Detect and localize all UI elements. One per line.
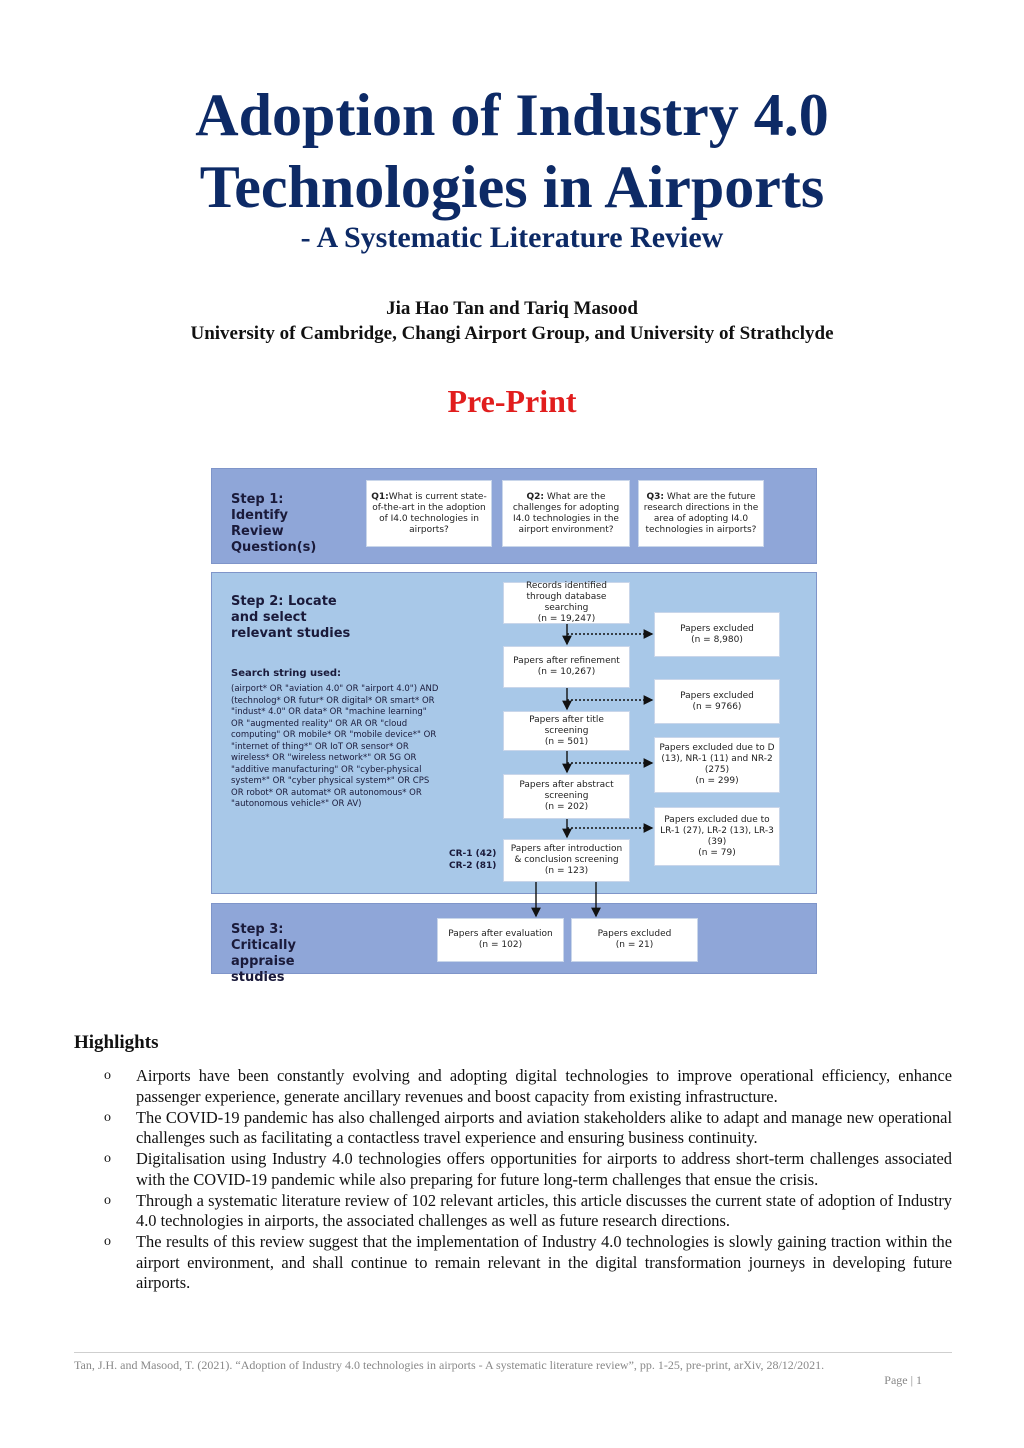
footer-divider	[74, 1352, 952, 1353]
final-count: (n = 102)	[478, 940, 523, 950]
excluded-count: (n = 8,980)	[691, 634, 743, 645]
bullet-icon: o	[104, 1068, 111, 1083]
step2-title: Step 2: Locate and select relevant studies	[231, 594, 351, 641]
highlight-text: Through a systematic literature review of 102 relevant articles, this article discusses the current state of adoption of Industry 4.0 technologies in airports, the associated challenges as well as future research directions.	[136, 1190, 952, 1230]
prisma-flowchart	[211, 468, 817, 985]
cr1-count: CR-1 (42)	[449, 849, 497, 859]
preprint-label: Pre-Print	[447, 383, 577, 419]
flow-count: (n = 10,267)	[537, 667, 596, 677]
question-label: Q1:	[371, 491, 389, 502]
search-string: (airport* OR "aviation 4.0" OR "airport 4.0") AND (technolog* OR futur* OR digital* OR smart* OR "indust* 4.0" OR data* OR "machine learning" OR "augmented reality" OR AR OR "cloud computing" OR mobile* OR "mobile device*" OR "internet of thing*" OR IoT OR sensor* OR wireless* OR "wireless network*" OR 5G OR "additive manufacturing" OR "cyber-physical system*" OR "cyber physical system*" OR CPS OR robot* OR automat* OR autonomous* OR "autonomous vehicle*" OR AV)	[231, 684, 439, 809]
step3-title: Step 3: Critically appraise studies	[231, 922, 296, 985]
title-line-2: Technologies in Airports	[199, 154, 825, 220]
author-block	[0, 296, 1024, 346]
highlight-text: Digitalisation using Industry 4.0 technologies offers opportunities for airports to address short-term challenges associated with the COVID-19 pandemic while also preparing for future long-term challenges that ensue the crisis.	[136, 1149, 952, 1189]
flow-count: (n = 123)	[544, 866, 589, 876]
excluded-count: (n = 9766)	[692, 701, 742, 712]
excluded-text: Papers excluded	[680, 690, 754, 701]
footer-citation: Tan, J.H. and Masood, T. (2021). “Adoption of Industry 4.0 technologies in airports - A systematic literature review”, pp. 1-25, pre-print, arXiv, 28/12/2021.	[74, 1358, 825, 1372]
title-line-1: Adoption of Industry 4.0	[195, 82, 829, 148]
question-label: Q2:	[526, 491, 544, 502]
flow-text: Papers after abstract screening	[519, 780, 614, 801]
flow-count: (n = 19,247)	[537, 614, 596, 624]
question-label: Q3:	[646, 491, 664, 502]
list-item	[100, 1232, 952, 1294]
authors: Jia Hao Tan and Tariq Masood	[386, 298, 638, 319]
bullet-icon: o	[104, 1192, 111, 1208]
list-item	[100, 1191, 952, 1232]
highlights-list	[100, 1066, 952, 1294]
highlights-heading: Highlights	[74, 1032, 159, 1053]
excluded-text: Papers excluded due to LR-1 (27), LR-2 (13), LR-3 (39)	[660, 814, 774, 847]
bullet-icon: o	[104, 1234, 111, 1249]
page-number: Page | 1	[884, 1373, 922, 1387]
final-text: Papers excluded	[597, 929, 672, 939]
bullet-icon: o	[104, 1151, 111, 1166]
excluded-count: (n = 79)	[698, 847, 736, 858]
flow-count: (n = 202)	[544, 802, 589, 812]
highlight-text: Airports have been constantly evolving and adopting digital technologies to improve operational efficiency, enhance passenger experience, generate ancillary revenues and boost capacity from existing infrastructure.	[136, 1066, 952, 1106]
list-item	[100, 1108, 952, 1149]
cr2-count: CR-2 (81)	[449, 861, 497, 871]
flow-text: Papers after title screening	[529, 714, 604, 736]
search-string-heading: Search string used:	[231, 668, 342, 679]
question-text: What are the future research directions in the area of adopting I4.0 technologies in airports?	[643, 491, 759, 535]
list-item	[100, 1149, 952, 1190]
flow-count: (n = 501)	[544, 736, 589, 747]
step1-title: Step 1: Identify Review Question(s)	[231, 492, 317, 555]
highlight-text: The COVID-19 pandemic has also challenged airports and aviation stakeholders alike to adapt and manage new operational challenges such as facilitating a contactless travel experience and ensuring business continuity.	[136, 1107, 952, 1147]
question-text: What are the challenges for adopting I4.0 technologies in the airport environment?	[512, 491, 620, 535]
bullet-icon: o	[104, 1109, 111, 1125]
question-text: What is current state-of-the-art in the adoption of I4.0 technologies in airports?	[372, 491, 487, 535]
subtitle: - A Systematic Literature Review	[300, 221, 724, 254]
final-count: (n = 21)	[615, 940, 654, 950]
excluded-count: (n = 299)	[695, 776, 739, 786]
flow-text: Papers after refinement	[513, 656, 620, 666]
flow-text: Records identified through database searching	[525, 581, 608, 613]
flow-arrows	[211, 468, 817, 974]
excluded-text: Papers excluded due to D (13), NR-1 (11) and NR-2 (275)	[659, 743, 775, 775]
flow-text: Papers after introduction & conclusion screening	[510, 844, 623, 865]
excluded-text: Papers excluded	[680, 623, 754, 634]
final-text: Papers after evaluation	[448, 929, 553, 939]
list-item	[100, 1066, 952, 1107]
affiliations: University of Cambridge, Changi Airport Group, and University of Strathclyde	[190, 323, 834, 344]
highlight-text: The results of this review suggest that the implementation of Industry 4.0 technologies is slowly gaining traction within the airport environment, and shall continue to remain relevant in the digital transformation journeys in developing future airports.	[136, 1232, 952, 1292]
